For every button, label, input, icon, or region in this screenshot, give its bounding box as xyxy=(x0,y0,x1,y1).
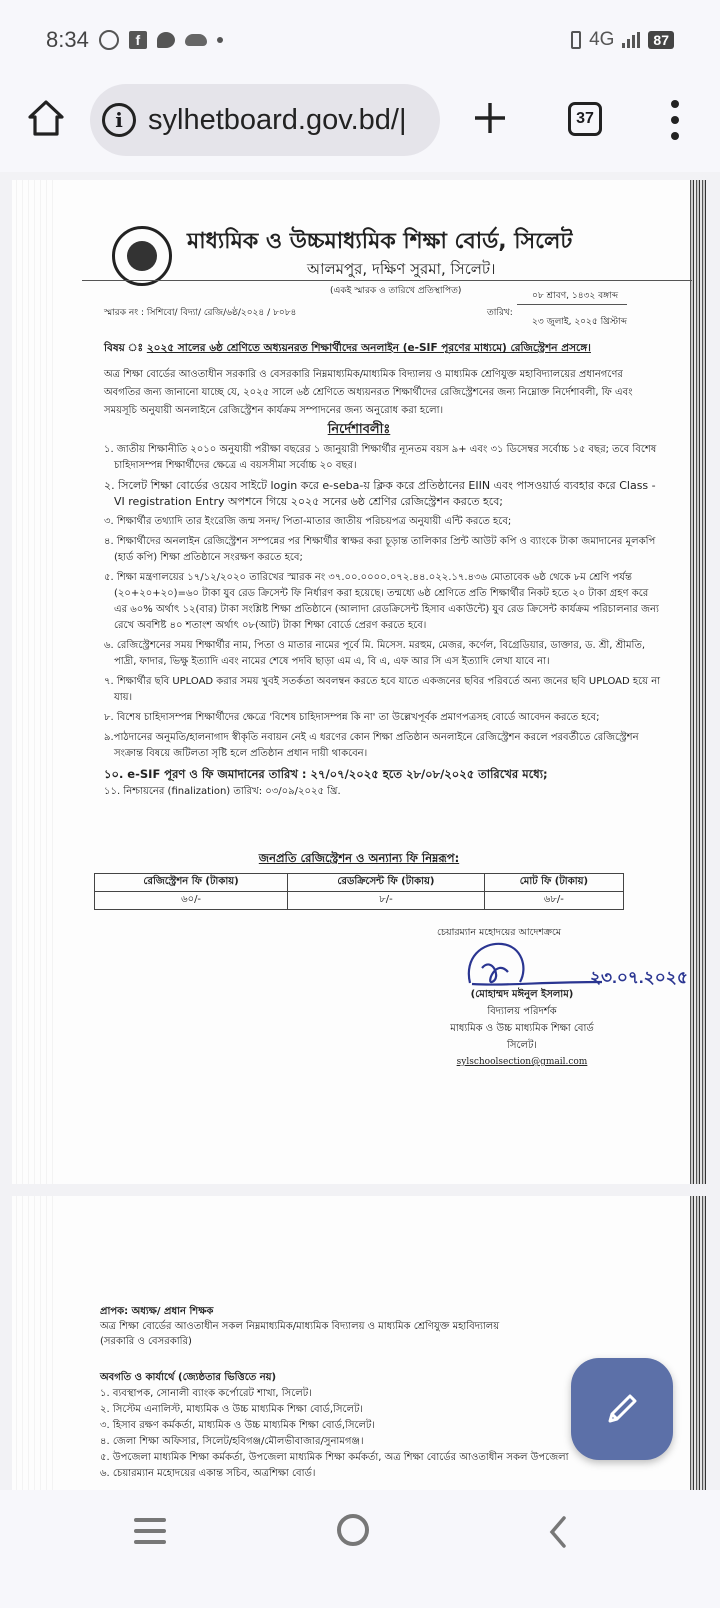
battery-level: 87 xyxy=(648,31,674,49)
directive-item: ৬. রেজিস্ট্রেশনের সময় শিক্ষার্থীর নাম, পিতা ও মাতার নামের পূর্বে মি. মিসেস. মরহুম, মেজর, কর্ণেল, বিগ্রেডিয়ার, ডাক্তার, ড. শ্রী, শ্রীমতি, পাদ্রী, ফাদার, ভিক্ষু ইত্যাদি এবং নামের শেষে পদবি ছাড়া এম এ, বি এ, এফ আর সি এস ইত্যাদি লেখা যাবে না। xyxy=(104,640,646,667)
directive-item: ১০. e-SIF পূরণ ও ফি জমাদানের তারিখ : ২৭/০৭/২০২৫ হতে ২৮/০৮/২০২৫ তারিখের মধ্যে; xyxy=(104,767,548,781)
subject-line xyxy=(104,341,591,358)
directives-list xyxy=(104,442,664,804)
network-type: 4G xyxy=(589,29,615,50)
pencil-icon xyxy=(602,1389,642,1429)
cc-item: ২. সিস্টেম এনালিস্ট, মাধ্যমিক ও উচ্চ মাধ্যমিক শিক্ষা বোর্ড,সিলেট। xyxy=(100,1404,363,1415)
order-line: চেয়ারম্যান মহোদয়ের আদেশক্রমে xyxy=(437,927,562,938)
cc-item: ৬. চেয়ারম্যান মহোদয়ের একান্ত সচিব, অত্রশিক্ষা বোর্ড। xyxy=(100,1468,316,1479)
signer-email[interactable]: sylschoolsection@gmail.com xyxy=(456,1057,588,1067)
directive-item: ৩. শিক্ষার্থীর তথ্যাদি তার ইংরেজি জন্ম সনদ/ পিতা-মাতার জাতীয় পরিচয়পত্র অনুযায়ী এন্টি করতে হবে; xyxy=(104,516,512,527)
home-icon[interactable] xyxy=(26,98,66,138)
fee-header-cell: রেডক্রিসেন্ট ফি (টাকায়) xyxy=(288,874,485,892)
directive-item: ৮. বিশেষ চাহিদাসম্পন্ন শিক্ষার্থীদের ক্ষেত্রে 'বিশেষ চাহিদাসম্পন্ন কি না' তা উল্লেখপূর্বক প্রমাণপত্রসহ বোর্ডে আবেদন করতে হবে; xyxy=(104,712,600,723)
fee-cell: ৮/- xyxy=(288,892,485,910)
intro-paragraph: অত্র শিক্ষা বোর্ডের আওতাধীন সরকারি ও বেসরকারি নিম্নমাধ্যমিক/মাধ্যমিক বিদ্যালয় ও মাধ্যমিক শ্রেণিযুক্ত মহাবিদ্যালয়ের প্রধানগণের অবগতির জন্য জানানো যাচ্ছে যে, ২০২৫ সালে ৬ষ্ঠ শ্রেণিতে অধ্যয়নরত শিক্ষার্থীদের রেজিস্ট্রেশনের জন্য নিম্নোক্ত নির্দেশাবলী, ফি এবং সময়সূচি অনুযায়ী অনলাইনে রেজিস্ট্রেশন কার্যক্রম সম্পাদনের জন্য অনুরোধ করা হলো। xyxy=(104,369,633,416)
directive-item: ১. জাতীয় শিক্ষানীতি ২০১০ অনুযায়ী পরীক্ষা বছরের ১ জানুয়ারী শিক্ষার্থীর ন্যূনতম বয়স ৯+ এবং ৩১ ডিসেম্বর সর্বোচ্চ ১৫ বছর; তবে বিশেষ চাহিদাসম্পন্ন শিক্ষার্থীদের ক্ষেত্রে এ বয়সসীমা সর্বোচ্চ ২০ বছর। xyxy=(104,444,657,471)
cloud-icon xyxy=(185,34,207,46)
scan-edge xyxy=(16,180,56,1184)
date-label: তারিখ: xyxy=(487,308,513,318)
cc-item: ৪. জেলা শিক্ষা অফিসার, সিলেট/হবিগঞ্জ/মৌলভীবাজার/সুনামগঞ্জ। xyxy=(100,1436,364,1447)
signer-city: সিলেট। xyxy=(507,1040,537,1051)
pdf-viewer[interactable] xyxy=(0,172,720,1530)
cc-item: ৩. হিসাব রক্ষণ কর্মকর্তা, মাধ্যমিক ও উচ্চ মাধ্যমিক শিক্ষা বোর্ড,সিলেট। xyxy=(100,1420,375,1431)
edit-fab-button[interactable] xyxy=(571,1358,673,1460)
subject-text: ২০২৫ সালের ৬ষ্ঠ শ্রেণিতে অধ্যয়নরত শিক্ষার্থীদের অনলাইন (e-SIF পূরণের মাধ্যমে) রেজিস্ট্রেশন প্রসঙ্গে। xyxy=(146,342,591,354)
signer-org: মাধ্যমিক ও উচ্চ মাধ্যমিক শিক্ষা বোর্ড xyxy=(450,1023,594,1034)
scan-edge xyxy=(690,180,706,1184)
recent-apps-icon[interactable] xyxy=(134,1518,166,1544)
status-bar xyxy=(0,0,720,80)
more-menu-icon[interactable] xyxy=(668,100,682,140)
system-nav-bar xyxy=(0,1490,720,1608)
subject-label: বিষয় ঃ xyxy=(104,342,144,354)
directives-title: নির্দেশাবলীঃ xyxy=(327,422,391,437)
tab-switcher-button[interactable] xyxy=(568,102,602,136)
copy-note: (একই স্মারক ও তারিখে প্রতিস্থাপিত) xyxy=(330,286,462,296)
whatsapp-icon xyxy=(99,30,119,50)
directive-item: ৪. শিক্ষার্থীদের অনলাইন রেজিস্ট্রেশন সম্পন্নের পর শিক্ষার্থীর স্বাক্ষর করা চূড়ান্ত তালিকার প্রিন্ট আউট কপি ও ব্যাংকে টাকা জমাদানের মূলকপি (হার্ড কপি) শিক্ষা প্রতিষ্ঠানে সংরক্ষণ করতে হবে; xyxy=(104,536,656,563)
date-divider xyxy=(517,304,627,305)
recipient-line: অত্র শিক্ষা বোর্ডের আওতাধীন সকল নিম্নমাধ্যমিক/মাধ্যমিক বিদ্যালয় ও মাধ্যমিক শ্রেণিযুক্ত মহাবিদ্যালয় xyxy=(100,1321,500,1332)
org-address: আলমপুর, দক্ষিণ সুরমা, সিলেট। xyxy=(307,260,496,278)
scan-edge xyxy=(16,1196,56,1530)
fee-title: জনপ্রতি রেজিস্ট্রেশন ও অন্যান্য ফি নিম্নরূপ: xyxy=(258,851,460,865)
facebook-icon: f xyxy=(129,31,147,49)
fee-header-cell: মোট ফি (টাকায়) xyxy=(484,874,623,892)
fee-table-row xyxy=(95,892,624,910)
tab-count: 37 xyxy=(576,110,594,127)
cc-title: অবগতি ও কার্যার্থে (জ্যেষ্ঠতার ভিত্তিতে নয়) xyxy=(100,1372,277,1383)
vibrate-icon xyxy=(571,31,581,49)
directive-item: ১১. নিশ্চায়নের (finalization) তারিখ: ০৩/০৯/২০২৫ খ্রি. xyxy=(104,786,341,797)
scan-edge xyxy=(690,1196,706,1530)
browser-toolbar xyxy=(0,80,720,160)
date-bangla: ০৮ শ্রাবণ, ১৪৩২ বঙ্গাব্দ xyxy=(532,291,619,301)
url-text[interactable]: sylhetboard.gov.bd/| xyxy=(148,103,407,136)
fee-header-cell: রেজিস্ট্রেশন ফি (টাকায়) xyxy=(95,874,288,892)
fee-table xyxy=(94,873,624,910)
board-seal-logo xyxy=(112,226,172,286)
recipient-type: (সরকারি ও বেসরকারি) xyxy=(100,1336,192,1347)
directive-item: ৯.পাঠদানের অনুমতি/হালনাগাদ স্বীকৃতি নবায়ন নেই এ ধরণের কোন শিক্ষা প্রতিষ্ঠান অনলাইনে রেজিস্ট্রেশন করলে পরবর্তীতে রেজিস্ট্রেশন সংক্রান্ত বিষয়ে জটিলতা সৃষ্টি হলে প্রতিষ্ঠান প্রধান দায়ী থাকবেন। xyxy=(104,732,639,759)
fee-cell: ৬৮/- xyxy=(484,892,623,910)
home-circle-icon[interactable] xyxy=(337,1514,369,1546)
new-tab-plus-icon[interactable] xyxy=(472,100,508,136)
recipient-label: প্রাপক: অধ্যক্ষ/ প্রধান শিক্ষক xyxy=(100,1306,214,1317)
cc-item: ১. ব্যবস্থাপক, সোনালী ব্যাংক কর্পোরেট শাখা, সিলেট। xyxy=(100,1388,312,1399)
signer-name: (মোহাম্মদ মঈনুল ইসলাম) xyxy=(470,989,574,1000)
signal-icon xyxy=(622,32,640,48)
info-icon[interactable]: i xyxy=(102,103,136,137)
directive-item: ২. সিলেট শিক্ষা বোর্ডের ওয়েব সাইটে login করে e-seba-য় ক্লিক করে প্রতিষ্ঠানের EIIN এবং পাসওয়ার্ড ব্যবহার করে Class -VI registration Entry অপশনে গিয়ে ২০২৫ সনের ৬ষ্ঠ শ্রেণির রেজিস্ট্রেশন করতে হবে; xyxy=(104,479,656,508)
header-divider xyxy=(82,280,692,281)
signature-date: ২৩.০৭.২০২৫ xyxy=(590,968,688,987)
url-bar[interactable] xyxy=(90,84,440,156)
recipient-block xyxy=(100,1304,680,1349)
directive-item: ৭. শিক্ষার্থীর ছবি UPLOAD করার সময় খুবই সতর্কতা অবলম্বন করতে হবে যাতে একজনের ছবির পরিবর্তে অন্য জনের ছবি UPLOAD হয়ে না যায়। xyxy=(104,676,661,703)
document-page-1 xyxy=(12,180,706,1184)
signer-block xyxy=(412,986,632,1071)
fee-table-header xyxy=(95,874,624,892)
clock: 8:34 xyxy=(46,27,89,52)
date-gregorian: ২৩ জুলাই, ২০২৫ খ্রিস্টাব্দ xyxy=(532,317,627,327)
back-icon[interactable] xyxy=(544,1514,574,1550)
fee-cell: ৬০/- xyxy=(95,892,288,910)
directive-item: ৫. শিক্ষা মন্ত্রণালয়ের ১৭/১২/২০২০ তারিখের স্মারক নং ৩৭.০০.০০০০.০৭২.৪৪.০২২.১৭.৪৩৬ মোতাবেক ৬ষ্ঠ থেকে ৮ম শ্রেণি পর্যন্ত (২০+২০+২০)=৬০ টাকা যুব রেড ক্রিসেন্ট ফি নির্ধারণ করা হয়েছে। তন্মধ্যে ৬ষ্ঠ শ্রেণিতে প্রতি শিক্ষার্থীর নিকট হতে ২০ টাকা গ্রহণ করে এর ৬০% অর্থাৎ ১২(বার) টাকা সংশ্লিষ্ট শিক্ষা প্রতিষ্ঠানে (আলাদা রেডক্রিসেন্ট হিসাব একাউন্টে) যুব রেড ক্রিসেন্ট কার্যক্রম পরিচালনার জন্য রেখে অবশিষ্ট ৪০ শতাংশ অর্থাৎ ০৮(আট) টাকা শিক্ষা বোর্ডে প্রেরণ করতে হবে। xyxy=(104,572,659,631)
signer-title: বিদ্যালয় পরিদর্শক xyxy=(487,1006,557,1017)
chat-bubble-icon xyxy=(157,32,175,48)
cc-item: ৫. উপজেলা মাধ্যমিক শিক্ষা কর্মকর্তা, উপজেলা মাধ্যমিক শিক্ষা কর্মকর্তা, অত্র শিক্ষা বোর্ডের আওতাধীন সকল উপজেলা xyxy=(100,1452,569,1463)
org-title: মাধ্যমিক ও উচ্চমাধ্যমিক শিক্ষা বোর্ড, সিলেট xyxy=(187,229,573,254)
dot-icon xyxy=(217,37,223,43)
memo-number: স্মারক নং : সিশিবো/ বিদ্যা/ রেজি/৬ষ্ঠ/২০২৪ / ৮০৮৪ xyxy=(104,308,297,318)
